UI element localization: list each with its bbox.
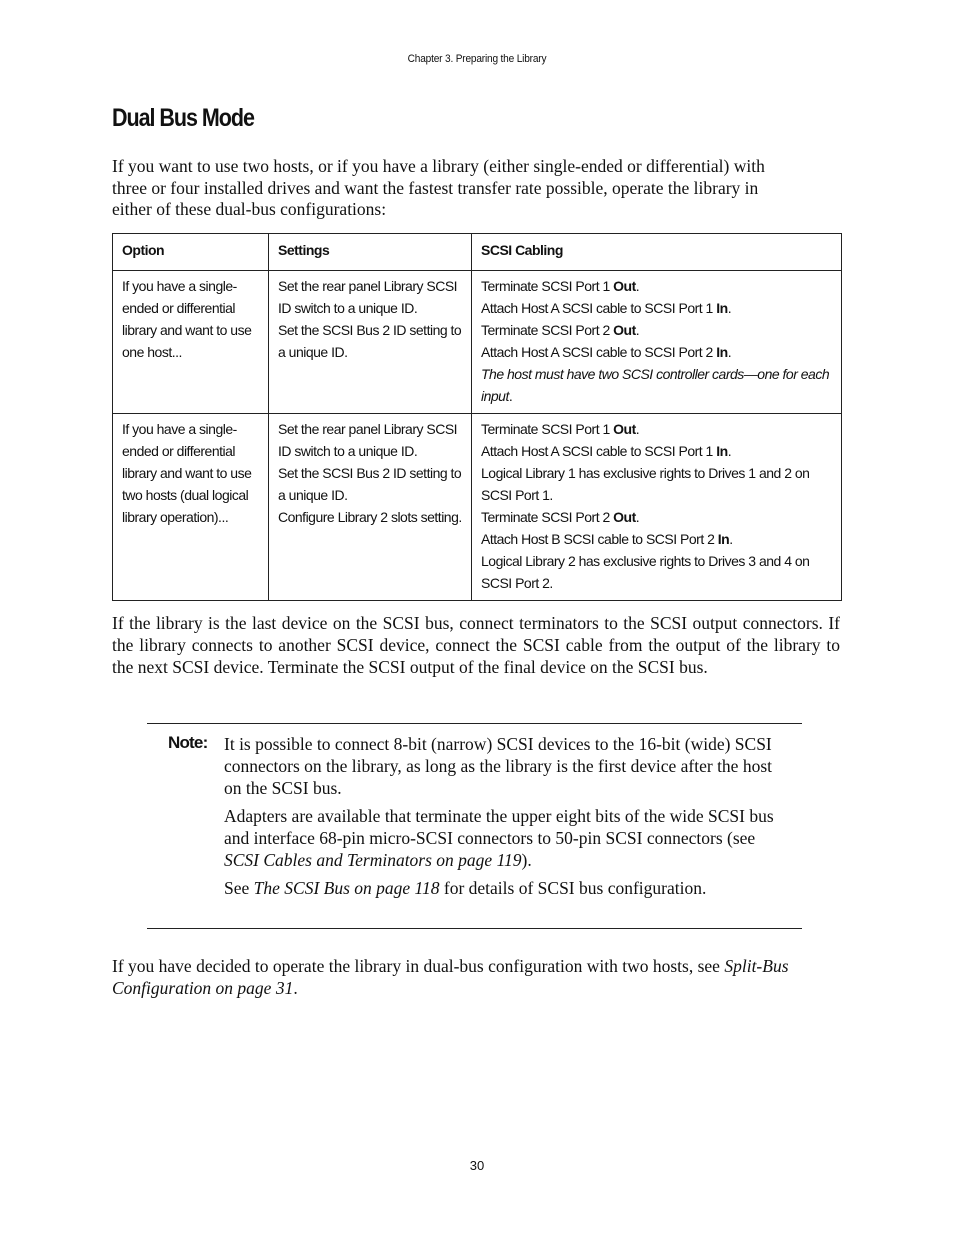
- option-cell: If you have a single-ended or differential library and want to use one host...: [113, 271, 269, 414]
- dual-bus-options-table: [112, 233, 842, 601]
- cabling-line: Attach Host A SCSI cable to SCSI Port 1 In.: [481, 300, 732, 316]
- cabling-line: Attach Host B SCSI cable to SCSI Port 2 In.: [481, 531, 733, 547]
- header-scsi-cabling: SCSI Cabling: [472, 234, 842, 271]
- cross-reference-link[interactable]: SCSI Cables and Terminators on page 119: [224, 850, 522, 870]
- note-paragraph: It is possible to connect 8-bit (narrow) SCSI devices to the 16-bit (wide) SCSI connectors on the library, as long as the library is the first device after the host on the SCSI bus.: [224, 734, 772, 798]
- settings-line: Set the SCSI Bus 2 ID setting to a unique ID.: [278, 465, 462, 503]
- header-settings: Settings: [269, 234, 472, 271]
- table-row: [113, 271, 842, 414]
- cabling-line: Attach Host A SCSI cable to SCSI Port 2 In.: [481, 344, 732, 360]
- cross-reference-link[interactable]: The SCSI Bus on page 118: [253, 878, 440, 898]
- cabling-line: Logical Library 2 has exclusive rights to Drives 3 and 4 on SCSI Port 2.: [481, 553, 810, 591]
- note-paragraph: See The SCSI Bus on page 118 for details of SCSI bus configuration.: [224, 878, 707, 898]
- running-header: Chapter 3. Preparing the Library: [407, 53, 547, 65]
- option-cell: If you have a single-ended or differential library and want to use two hosts (dual logical library operation)...: [113, 414, 269, 601]
- cabling-line: Logical Library 1 has exclusive rights to Drives 1 and 2 on SCSI Port 1.: [481, 465, 810, 503]
- cabling-cell: [472, 271, 842, 414]
- cabling-line: Terminate SCSI Port 1 Out.: [481, 421, 640, 437]
- settings-line: Set the rear panel Library SCSI ID switch to a unique ID.: [278, 421, 458, 459]
- settings-line: Configure Library 2 slots setting.: [278, 509, 462, 525]
- cabling-line: Terminate SCSI Port 2 Out.: [481, 509, 640, 525]
- closing-paragraph: If you have decided to operate the library in dual-bus configuration with two hosts, see Split-Bus Configuration on page 31.: [112, 956, 789, 998]
- cabling-cell: [472, 414, 842, 601]
- settings-cell: [269, 271, 472, 414]
- table-row: [113, 414, 842, 601]
- cabling-line: Terminate SCSI Port 1 Out.: [481, 278, 640, 294]
- cabling-line: Terminate SCSI Port 2 Out.: [481, 322, 640, 338]
- note-label: Note:: [168, 733, 208, 752]
- intro-paragraph: If you want to use two hosts, or if you have a library (either single-ended or differential) with three or four installed drives and want the fastest transfer rate possible, operate the library in either of these dual-bus configurations:: [112, 156, 765, 219]
- settings-cell: [269, 414, 472, 601]
- note-top-divider: [147, 723, 802, 724]
- note-bottom-divider: [147, 928, 802, 929]
- settings-line: Set the rear panel Library SCSI ID switch to a unique ID.: [278, 278, 458, 316]
- header-option: Option: [113, 234, 269, 271]
- cabling-note: The host must have two SCSI controller cards—one for each input.: [481, 366, 830, 404]
- page-number: 30: [469, 1158, 485, 1173]
- note-body: [224, 733, 792, 905]
- cross-reference-link[interactable]: Split-Bus Configuration on page 31: [112, 956, 789, 998]
- section-title: Dual Bus Mode: [112, 104, 254, 132]
- settings-line: Set the SCSI Bus 2 ID setting to a unique ID.: [278, 322, 462, 360]
- note-paragraph: Adapters are available that terminate the upper eight bits of the wide SCSI bus and interface 68-pin micro-SCSI connectors to 50-pin SCSI connectors (see SCSI Cables and Terminators on page 119).: [224, 806, 774, 870]
- cabling-line: Attach Host A SCSI cable to SCSI Port 1 In.: [481, 443, 732, 459]
- table-header-row: [113, 234, 842, 271]
- termination-paragraph: If the library is the last device on the SCSI bus, connect terminators to the SCSI output connectors. If the library connects to another SCSI device, connect the SCSI cable from the output of the library to the next SCSI device. Terminate the SCSI output of the final device on the SCSI bus.: [112, 613, 840, 677]
